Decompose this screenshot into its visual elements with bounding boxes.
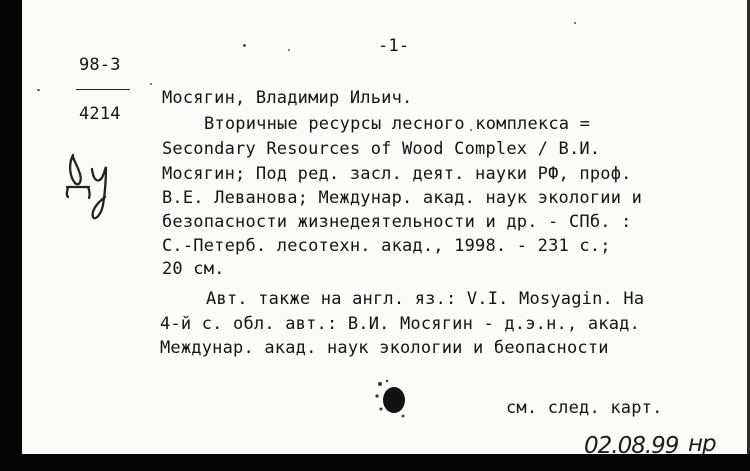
shelfmark-top: 98-3 [79,55,121,75]
scan-speck [288,49,290,51]
scan-speck [150,83,152,85]
title-line: Secondary Resources of Wood Complex / В.И. [162,139,601,159]
title-line: Вторичные ресурсы лесного комплекса = [204,114,591,134]
author-heading: Мосягин, Владимир Ильич. [162,88,413,108]
left-scan-border [0,0,22,471]
note-line: Междунар. акад. наук экологии и беопасности [160,338,609,358]
publication-line: безопасности жизнедеятельности и др. - СПб. : [162,212,632,232]
continuation-note: см. след. карт. [506,398,663,418]
ink-blot [373,378,409,420]
svg-text:нр: нр [688,431,716,457]
shelfmark-bottom: 4214 [79,104,121,124]
handwritten-date [584,426,734,462]
publication-line: С.-Петерб. лесотехн. акад., 1998. - 231 с.; [162,236,611,256]
handwritten-signature-mark [63,143,121,225]
note-line: 4-й с. обл. авт.: В.И. Мосягин - д.э.н., акад. [160,314,641,334]
responsibility-line: В.Е. Леванова; Междунар. акад. наук экологии и [162,188,643,208]
svg-text:02.08.99: 02.08.99 [584,433,679,459]
responsibility-line: Мосягин; Под ред. засл. деят. науки РФ, проф. [162,164,632,184]
scan-speck [37,89,40,91]
note-line: Авт. также на англ. яз.: V.I. Mosyagin. На [206,289,645,309]
scan-speck [243,44,246,47]
dimensions-line: 20 см. [162,259,225,279]
scan-speck [574,22,576,24]
page-number: -1- [378,36,410,56]
shelfmark-divider [76,89,130,90]
